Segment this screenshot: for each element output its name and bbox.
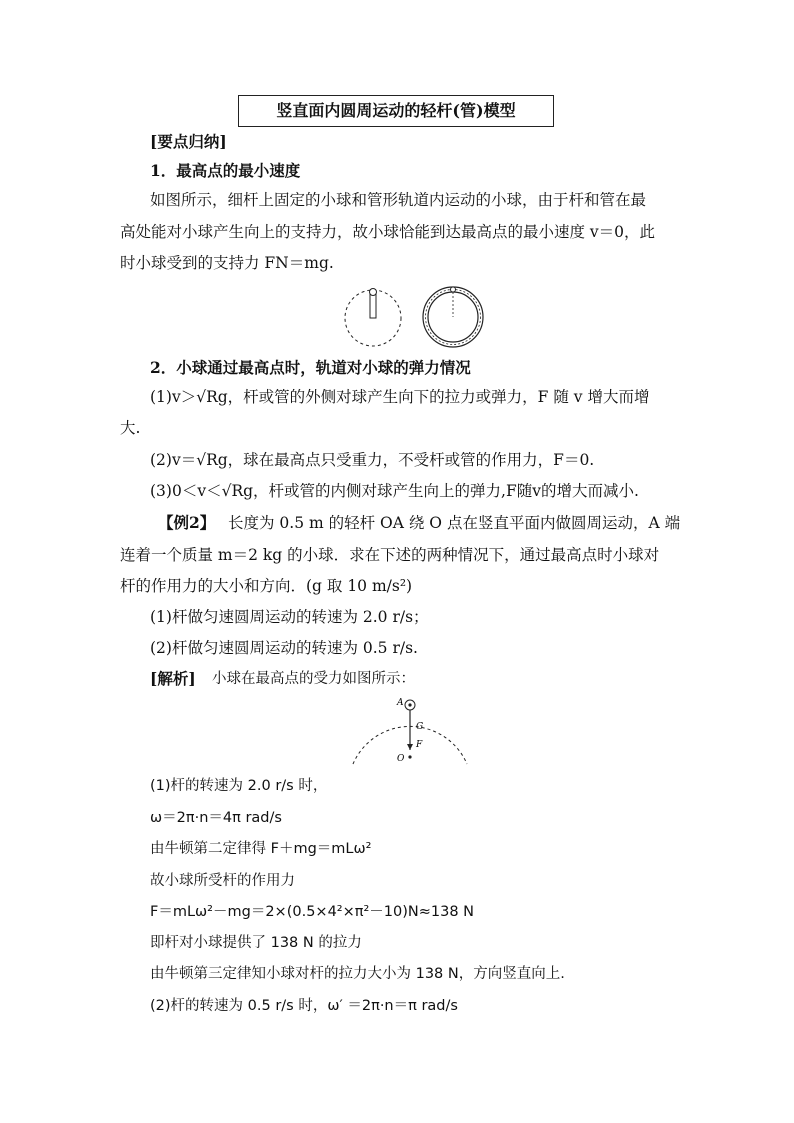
point2-heading: 2．小球通过最高点时，轨道对小球的弹力情况 (150, 358, 471, 377)
solution-step8: (2)杆的转速为 0.5 r/s 时，ω′ ＝2π·n＝π rad/s (150, 998, 458, 1014)
point1-paragraph-line3: 时小球受到的支持力 FN＝mg. (120, 254, 334, 272)
label-G: G (416, 722, 424, 732)
case3-line: (3)0＜v＜√Rg，杆或管的内侧对球产生向上的弹力,F随v的增大而减小. (150, 482, 639, 500)
case2-line: (2)v＝√Rg，球在最高点只受重力，不受杆或管的作用力，F＝0. (150, 451, 595, 469)
example-label: 【例2】 (158, 513, 216, 532)
label-A: A (397, 698, 404, 708)
solution-step2: ω＝2π·n＝4π rad/s (150, 810, 282, 826)
ball (370, 289, 377, 296)
question2: (2)杆做匀速圆周运动的转速为 0.5 r/s. (150, 639, 418, 657)
solution-intro: 小球在最高点的受力如图所示： (212, 671, 415, 687)
section-header: [要点归纳] (150, 132, 227, 151)
solution-label: [解析] (150, 669, 196, 688)
example-line2: 连着一个质量 m＝2 kg 的小球．求在下述的两种情况下，通过最高点时小球对 (120, 546, 660, 564)
solution-step5: F＝mLω²－mg＝2×(0.5×4²×π²－10)N≈138 N (150, 904, 475, 920)
force-diagram-figure (345, 692, 475, 770)
rod-model-figure (340, 286, 406, 350)
case1-line2: 大. (120, 419, 141, 437)
solution-step7: 由牛顿第三定律知小球对杆的拉力大小为 138 N，方向竖直向上. (150, 966, 565, 982)
solution-step6: 即杆对小球提供了 138 N 的拉力 (150, 935, 362, 951)
solution-step4: 故小球所受杆的作用力 (150, 873, 295, 889)
tube-model-figure (420, 284, 486, 350)
example-line3: 杆的作用力的大小和方向．(g 取 10 m/s²) (120, 577, 413, 595)
point1-paragraph-line1: 如图所示，细杆上固定的小球和管形轨道内运动的小球，由于杆和管在最 (150, 191, 647, 209)
example-line1: 长度为 0.5 m 的轻杆 OA 绕 O 点在竖直平面内做圆周运动，A 端 (228, 514, 681, 532)
force-arrow-head (407, 744, 413, 750)
tube-ball (451, 287, 456, 292)
page-title: 竖直面内圆周运动的轻杆(管)模型 (238, 95, 554, 127)
solution-step3: 由牛顿第二定律得 F＋mg＝mLω² (150, 841, 372, 857)
case1-line1: (1)v＞√Rg，杆或管的外侧对球产生向下的拉力或弹力，F 随 v 增大而增 (150, 388, 650, 406)
label-O: O (397, 754, 405, 764)
point1-heading: 1．最高点的最小速度 (150, 161, 301, 180)
center-O (408, 755, 411, 758)
point1-paragraph-line2: 高处能对小球产生向上的支持力，故小球恰能到达最高点的最小速度 v＝0，此 (120, 223, 656, 241)
question1: (1)杆做匀速圆周运动的转速为 2.0 r/s； (150, 608, 429, 626)
solution-step1: (1)杆的转速为 2.0 r/s 时， (150, 778, 328, 794)
label-F: F (416, 740, 423, 750)
